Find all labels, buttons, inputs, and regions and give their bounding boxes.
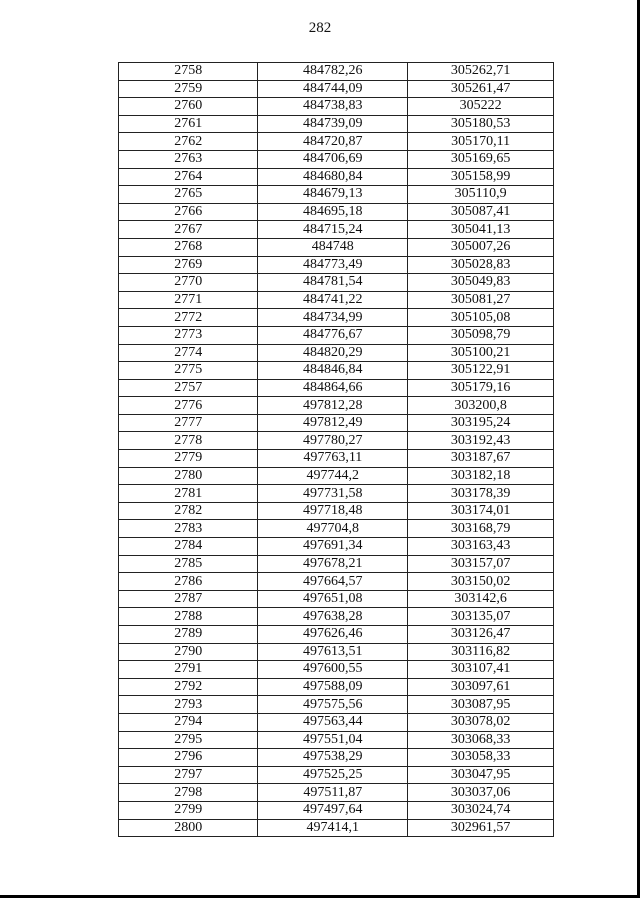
x-coordinate-cell: 497691,34 <box>258 538 408 556</box>
point-number-cell: 2796 <box>119 749 258 767</box>
x-coordinate-cell: 484738,83 <box>258 98 408 116</box>
point-number-cell: 2767 <box>119 221 258 239</box>
table-row <box>119 115 554 133</box>
table-row <box>119 133 554 151</box>
table-row <box>119 63 554 81</box>
table-row <box>119 520 554 538</box>
table-row <box>119 256 554 274</box>
table-row <box>119 344 554 362</box>
point-number-cell: 2770 <box>119 274 258 292</box>
y-coordinate-cell: 303163,43 <box>408 538 554 556</box>
x-coordinate-cell: 484695,18 <box>258 203 408 221</box>
x-coordinate-cell: 484734,99 <box>258 309 408 327</box>
y-coordinate-cell: 303178,39 <box>408 485 554 503</box>
y-coordinate-cell: 303024,74 <box>408 801 554 819</box>
y-coordinate-cell: 305007,26 <box>408 238 554 256</box>
table-row <box>119 238 554 256</box>
x-coordinate-cell: 497744,2 <box>258 467 408 485</box>
y-coordinate-cell: 305179,16 <box>408 379 554 397</box>
table-row <box>119 538 554 556</box>
x-coordinate-cell: 497812,28 <box>258 397 408 415</box>
table-row <box>119 485 554 503</box>
table-row <box>119 168 554 186</box>
table-row <box>119 186 554 204</box>
x-coordinate-cell: 497731,58 <box>258 485 408 503</box>
x-coordinate-cell: 484782,26 <box>258 63 408 81</box>
table-row <box>119 608 554 626</box>
point-number-cell: 2778 <box>119 432 258 450</box>
point-number-cell: 2791 <box>119 661 258 679</box>
point-number-cell: 2783 <box>119 520 258 538</box>
table-row <box>119 590 554 608</box>
point-number-cell: 2777 <box>119 414 258 432</box>
table-row <box>119 766 554 784</box>
point-number-cell: 2788 <box>119 608 258 626</box>
table-row <box>119 397 554 415</box>
table-row <box>119 309 554 327</box>
y-coordinate-cell: 303037,06 <box>408 784 554 802</box>
x-coordinate-cell: 484720,87 <box>258 133 408 151</box>
table-row <box>119 626 554 644</box>
point-number-cell: 2786 <box>119 573 258 591</box>
point-number-cell: 2765 <box>119 186 258 204</box>
point-number-cell: 2766 <box>119 203 258 221</box>
point-number-cell: 2774 <box>119 344 258 362</box>
x-coordinate-cell: 484715,24 <box>258 221 408 239</box>
y-coordinate-cell: 305100,21 <box>408 344 554 362</box>
point-number-cell: 2764 <box>119 168 258 186</box>
y-coordinate-cell: 303135,07 <box>408 608 554 626</box>
point-number-cell: 2785 <box>119 555 258 573</box>
x-coordinate-cell: 484741,22 <box>258 291 408 309</box>
x-coordinate-cell: 484680,84 <box>258 168 408 186</box>
y-coordinate-cell: 302961,57 <box>408 819 554 837</box>
y-coordinate-cell: 305170,11 <box>408 133 554 151</box>
y-coordinate-cell: 305262,71 <box>408 63 554 81</box>
table-row <box>119 713 554 731</box>
table-row <box>119 221 554 239</box>
point-number-cell: 2797 <box>119 766 258 784</box>
table-row <box>119 203 554 221</box>
y-coordinate-cell: 303168,79 <box>408 520 554 538</box>
point-number-cell: 2792 <box>119 678 258 696</box>
table-row <box>119 80 554 98</box>
point-number-cell: 2771 <box>119 291 258 309</box>
x-coordinate-cell: 484846,84 <box>258 362 408 380</box>
table-row <box>119 731 554 749</box>
table-row <box>119 696 554 714</box>
x-coordinate-cell: 497664,57 <box>258 573 408 591</box>
y-coordinate-cell: 305041,13 <box>408 221 554 239</box>
point-number-cell: 2784 <box>119 538 258 556</box>
point-number-cell: 2768 <box>119 238 258 256</box>
x-coordinate-cell: 497718,48 <box>258 502 408 520</box>
table-row <box>119 414 554 432</box>
y-coordinate-cell: 303195,24 <box>408 414 554 432</box>
y-coordinate-cell: 303200,8 <box>408 397 554 415</box>
point-number-cell: 2760 <box>119 98 258 116</box>
x-coordinate-cell: 497704,8 <box>258 520 408 538</box>
page-number: 282 <box>308 20 332 36</box>
y-coordinate-cell: 303142,6 <box>408 590 554 608</box>
y-coordinate-cell: 303116,82 <box>408 643 554 661</box>
table-row <box>119 555 554 573</box>
y-coordinate-cell: 305261,47 <box>408 80 554 98</box>
y-coordinate-cell: 303078,02 <box>408 713 554 731</box>
point-number-cell: 2762 <box>119 133 258 151</box>
y-coordinate-cell: 305098,79 <box>408 326 554 344</box>
coordinates-table-body <box>119 63 554 837</box>
y-coordinate-cell: 303187,67 <box>408 450 554 468</box>
table-row <box>119 678 554 696</box>
y-coordinate-cell: 305028,83 <box>408 256 554 274</box>
x-coordinate-cell: 484781,54 <box>258 274 408 292</box>
table-row <box>119 502 554 520</box>
point-number-cell: 2787 <box>119 590 258 608</box>
y-coordinate-cell: 303107,41 <box>408 661 554 679</box>
x-coordinate-cell: 497511,87 <box>258 784 408 802</box>
y-coordinate-cell: 305158,99 <box>408 168 554 186</box>
point-number-cell: 2790 <box>119 643 258 661</box>
y-coordinate-cell: 303182,18 <box>408 467 554 485</box>
point-number-cell: 2794 <box>119 713 258 731</box>
table-row <box>119 150 554 168</box>
x-coordinate-cell: 497678,21 <box>258 555 408 573</box>
x-coordinate-cell: 497538,29 <box>258 749 408 767</box>
x-coordinate-cell: 484820,29 <box>258 344 408 362</box>
point-number-cell: 2789 <box>119 626 258 644</box>
y-coordinate-cell: 303087,95 <box>408 696 554 714</box>
y-coordinate-cell: 305105,08 <box>408 309 554 327</box>
x-coordinate-cell: 484706,69 <box>258 150 408 168</box>
table-row <box>119 450 554 468</box>
x-coordinate-cell: 484744,09 <box>258 80 408 98</box>
point-number-cell: 2758 <box>119 63 258 81</box>
x-coordinate-cell: 497600,55 <box>258 661 408 679</box>
x-coordinate-cell: 497812,49 <box>258 414 408 432</box>
x-coordinate-cell: 497575,56 <box>258 696 408 714</box>
x-coordinate-cell: 497780,27 <box>258 432 408 450</box>
x-coordinate-cell: 484776,67 <box>258 326 408 344</box>
x-coordinate-cell: 497588,09 <box>258 678 408 696</box>
y-coordinate-cell: 303068,33 <box>408 731 554 749</box>
point-number-cell: 2763 <box>119 150 258 168</box>
y-coordinate-cell: 305122,91 <box>408 362 554 380</box>
y-coordinate-cell: 305110,9 <box>408 186 554 204</box>
point-number-cell: 2769 <box>119 256 258 274</box>
y-coordinate-cell: 303058,33 <box>408 749 554 767</box>
point-number-cell: 2776 <box>119 397 258 415</box>
x-coordinate-cell: 497651,08 <box>258 590 408 608</box>
point-number-cell: 2773 <box>119 326 258 344</box>
point-number-cell: 2795 <box>119 731 258 749</box>
point-number-cell: 2757 <box>119 379 258 397</box>
x-coordinate-cell: 497626,46 <box>258 626 408 644</box>
y-coordinate-cell: 305222 <box>408 98 554 116</box>
table-row <box>119 573 554 591</box>
x-coordinate-cell: 484864,66 <box>258 379 408 397</box>
x-coordinate-cell: 484739,09 <box>258 115 408 133</box>
x-coordinate-cell: 497563,44 <box>258 713 408 731</box>
x-coordinate-cell: 497613,51 <box>258 643 408 661</box>
table-row <box>119 784 554 802</box>
point-number-cell: 2793 <box>119 696 258 714</box>
y-coordinate-cell: 305081,27 <box>408 291 554 309</box>
table-row <box>119 661 554 679</box>
y-coordinate-cell: 303097,61 <box>408 678 554 696</box>
table-row <box>119 819 554 837</box>
y-coordinate-cell: 305180,53 <box>408 115 554 133</box>
x-coordinate-cell: 497497,64 <box>258 801 408 819</box>
y-coordinate-cell: 305169,65 <box>408 150 554 168</box>
x-coordinate-cell: 497525,25 <box>258 766 408 784</box>
x-coordinate-cell: 497638,28 <box>258 608 408 626</box>
x-coordinate-cell: 497763,11 <box>258 450 408 468</box>
point-number-cell: 2799 <box>119 801 258 819</box>
x-coordinate-cell: 484748 <box>258 238 408 256</box>
y-coordinate-cell: 303150,02 <box>408 573 554 591</box>
x-coordinate-cell: 484679,13 <box>258 186 408 204</box>
y-coordinate-cell: 305087,41 <box>408 203 554 221</box>
point-number-cell: 2780 <box>119 467 258 485</box>
point-number-cell: 2775 <box>119 362 258 380</box>
point-number-cell: 2782 <box>119 502 258 520</box>
table-row <box>119 467 554 485</box>
point-number-cell: 2798 <box>119 784 258 802</box>
table-row <box>119 643 554 661</box>
table-row <box>119 291 554 309</box>
y-coordinate-cell: 303126,47 <box>408 626 554 644</box>
point-number-cell: 2761 <box>119 115 258 133</box>
y-coordinate-cell: 305049,83 <box>408 274 554 292</box>
table-row <box>119 362 554 380</box>
x-coordinate-cell: 497551,04 <box>258 731 408 749</box>
table-row <box>119 432 554 450</box>
point-number-cell: 2779 <box>119 450 258 468</box>
table-row <box>119 326 554 344</box>
point-number-cell: 2759 <box>119 80 258 98</box>
y-coordinate-cell: 303157,07 <box>408 555 554 573</box>
table-row <box>119 274 554 292</box>
coordinates-table <box>118 62 554 837</box>
x-coordinate-cell: 484773,49 <box>258 256 408 274</box>
point-number-cell: 2781 <box>119 485 258 503</box>
y-coordinate-cell: 303047,95 <box>408 766 554 784</box>
point-number-cell: 2800 <box>119 819 258 837</box>
table-row <box>119 98 554 116</box>
point-number-cell: 2772 <box>119 309 258 327</box>
y-coordinate-cell: 303192,43 <box>408 432 554 450</box>
x-coordinate-cell: 497414,1 <box>258 819 408 837</box>
table-row <box>119 379 554 397</box>
y-coordinate-cell: 303174,01 <box>408 502 554 520</box>
table-row <box>119 749 554 767</box>
table-row <box>119 801 554 819</box>
